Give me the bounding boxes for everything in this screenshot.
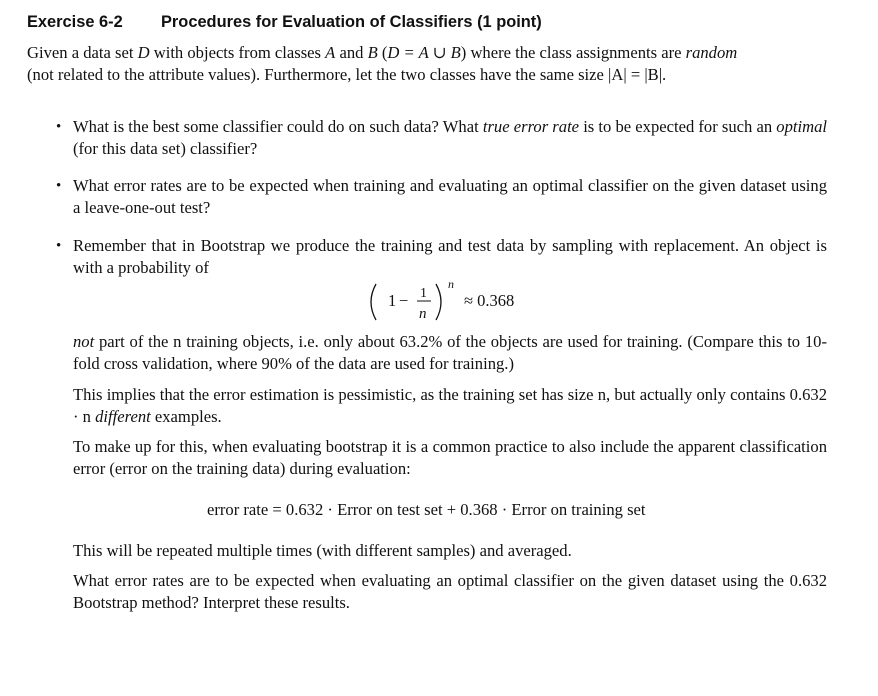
not-emphasis: not bbox=[73, 332, 95, 351]
intro-line-2: (not related to the attribute values). Furthermore, let the two classes have the same size |A| = |B|. bbox=[27, 65, 667, 84]
bullet-item-1 bbox=[56, 116, 828, 160]
bullet-2-text: What error rates are to be expected when training and evaluating an optimal classifier on the given dataset using a leave-one-out test? bbox=[73, 176, 827, 217]
bullet-1-optimal: optimal bbox=[776, 117, 828, 136]
not-part-text: part of the n training objects, i.e. only about 63.2% of the objects are used for training. (Compare this to 10-fold cross validation, where 90% of the data are used for training.) bbox=[73, 332, 827, 373]
final-question-text: What error rates are to be expected when evaluating an optimal classifier on the given dataset using the 0.632 Bootstrap method? Interpret these results. bbox=[73, 571, 827, 612]
probability-formula bbox=[366, 278, 566, 328]
intro-var-b: B bbox=[367, 43, 378, 62]
intro-text-5: ) where the class assignments are bbox=[460, 43, 686, 62]
intro-var-d: D bbox=[137, 43, 150, 62]
bullet-item-2 bbox=[56, 175, 827, 219]
formula-exponent: n bbox=[448, 278, 454, 291]
bullet-1-true-error-rate: true error rate bbox=[482, 117, 580, 136]
formula-denominator: n bbox=[419, 306, 427, 322]
repeat-text: This will be repeated multiple times (with different samples) and averaged. bbox=[73, 541, 572, 560]
paragraph-final-question bbox=[73, 570, 827, 614]
paragraph-make-up bbox=[73, 436, 827, 480]
intro-var-a: A bbox=[325, 43, 336, 62]
paragraph-not-part bbox=[73, 331, 827, 375]
bullet-1-text-3: (for this data set) classifier? bbox=[73, 139, 258, 158]
bullet-1-text-2: is to be expected for such an bbox=[579, 117, 777, 136]
exercise-title: Procedures for Evaluation of Classifiers (1 point) bbox=[161, 13, 542, 31]
implies-text-2: examples. bbox=[150, 407, 222, 426]
intro-text-1: Given a data set bbox=[27, 43, 138, 62]
left-paren bbox=[371, 284, 376, 320]
exercise-number: Exercise 6-2 bbox=[27, 13, 123, 31]
bullet-1-text-1: What is the best some classifier could do on such data? What bbox=[73, 117, 483, 136]
implies-text-1: This implies that the error estimation is pessimistic, as the training set has size n, but actually only contains 0.632 · n bbox=[73, 385, 827, 426]
intro-paragraph bbox=[27, 42, 827, 86]
make-up-text: To make up for this, when evaluating bootstrap it is a common practice to also include the apparent classification error (error on the training data) during evaluation: bbox=[73, 437, 827, 478]
error-rate-equation: error rate = 0.632 · Error on test set + 0.368 · Error on training set bbox=[207, 500, 646, 519]
formula-approx: ≈ 0.368 bbox=[464, 291, 515, 310]
different-emphasis: different bbox=[95, 407, 151, 426]
formula-graphic bbox=[366, 278, 566, 328]
intro-random: random bbox=[685, 43, 738, 62]
formula-numerator: 1 bbox=[420, 286, 427, 301]
bullet-dot: • bbox=[56, 238, 62, 254]
exercise-header bbox=[27, 11, 542, 33]
bullet-dot: • bbox=[56, 119, 62, 135]
paragraph-implies bbox=[73, 384, 827, 428]
formula-minus: − bbox=[399, 291, 409, 310]
bullet-item-3 bbox=[56, 235, 827, 279]
bullet-3-text: Remember that in Bootstrap we produce the training and test data by sampling with replacement. An object is with a probability of bbox=[73, 236, 827, 277]
intro-set-equation: D = A ∪ B bbox=[387, 43, 461, 62]
intro-text-3: and bbox=[335, 43, 368, 62]
bullet-dot: • bbox=[56, 178, 62, 194]
paragraph-repeat bbox=[73, 540, 827, 562]
formula-one: 1 bbox=[388, 291, 397, 310]
intro-text-4: ( bbox=[377, 43, 388, 62]
right-paren bbox=[436, 284, 441, 320]
intro-text-2: with objects from classes bbox=[149, 43, 326, 62]
